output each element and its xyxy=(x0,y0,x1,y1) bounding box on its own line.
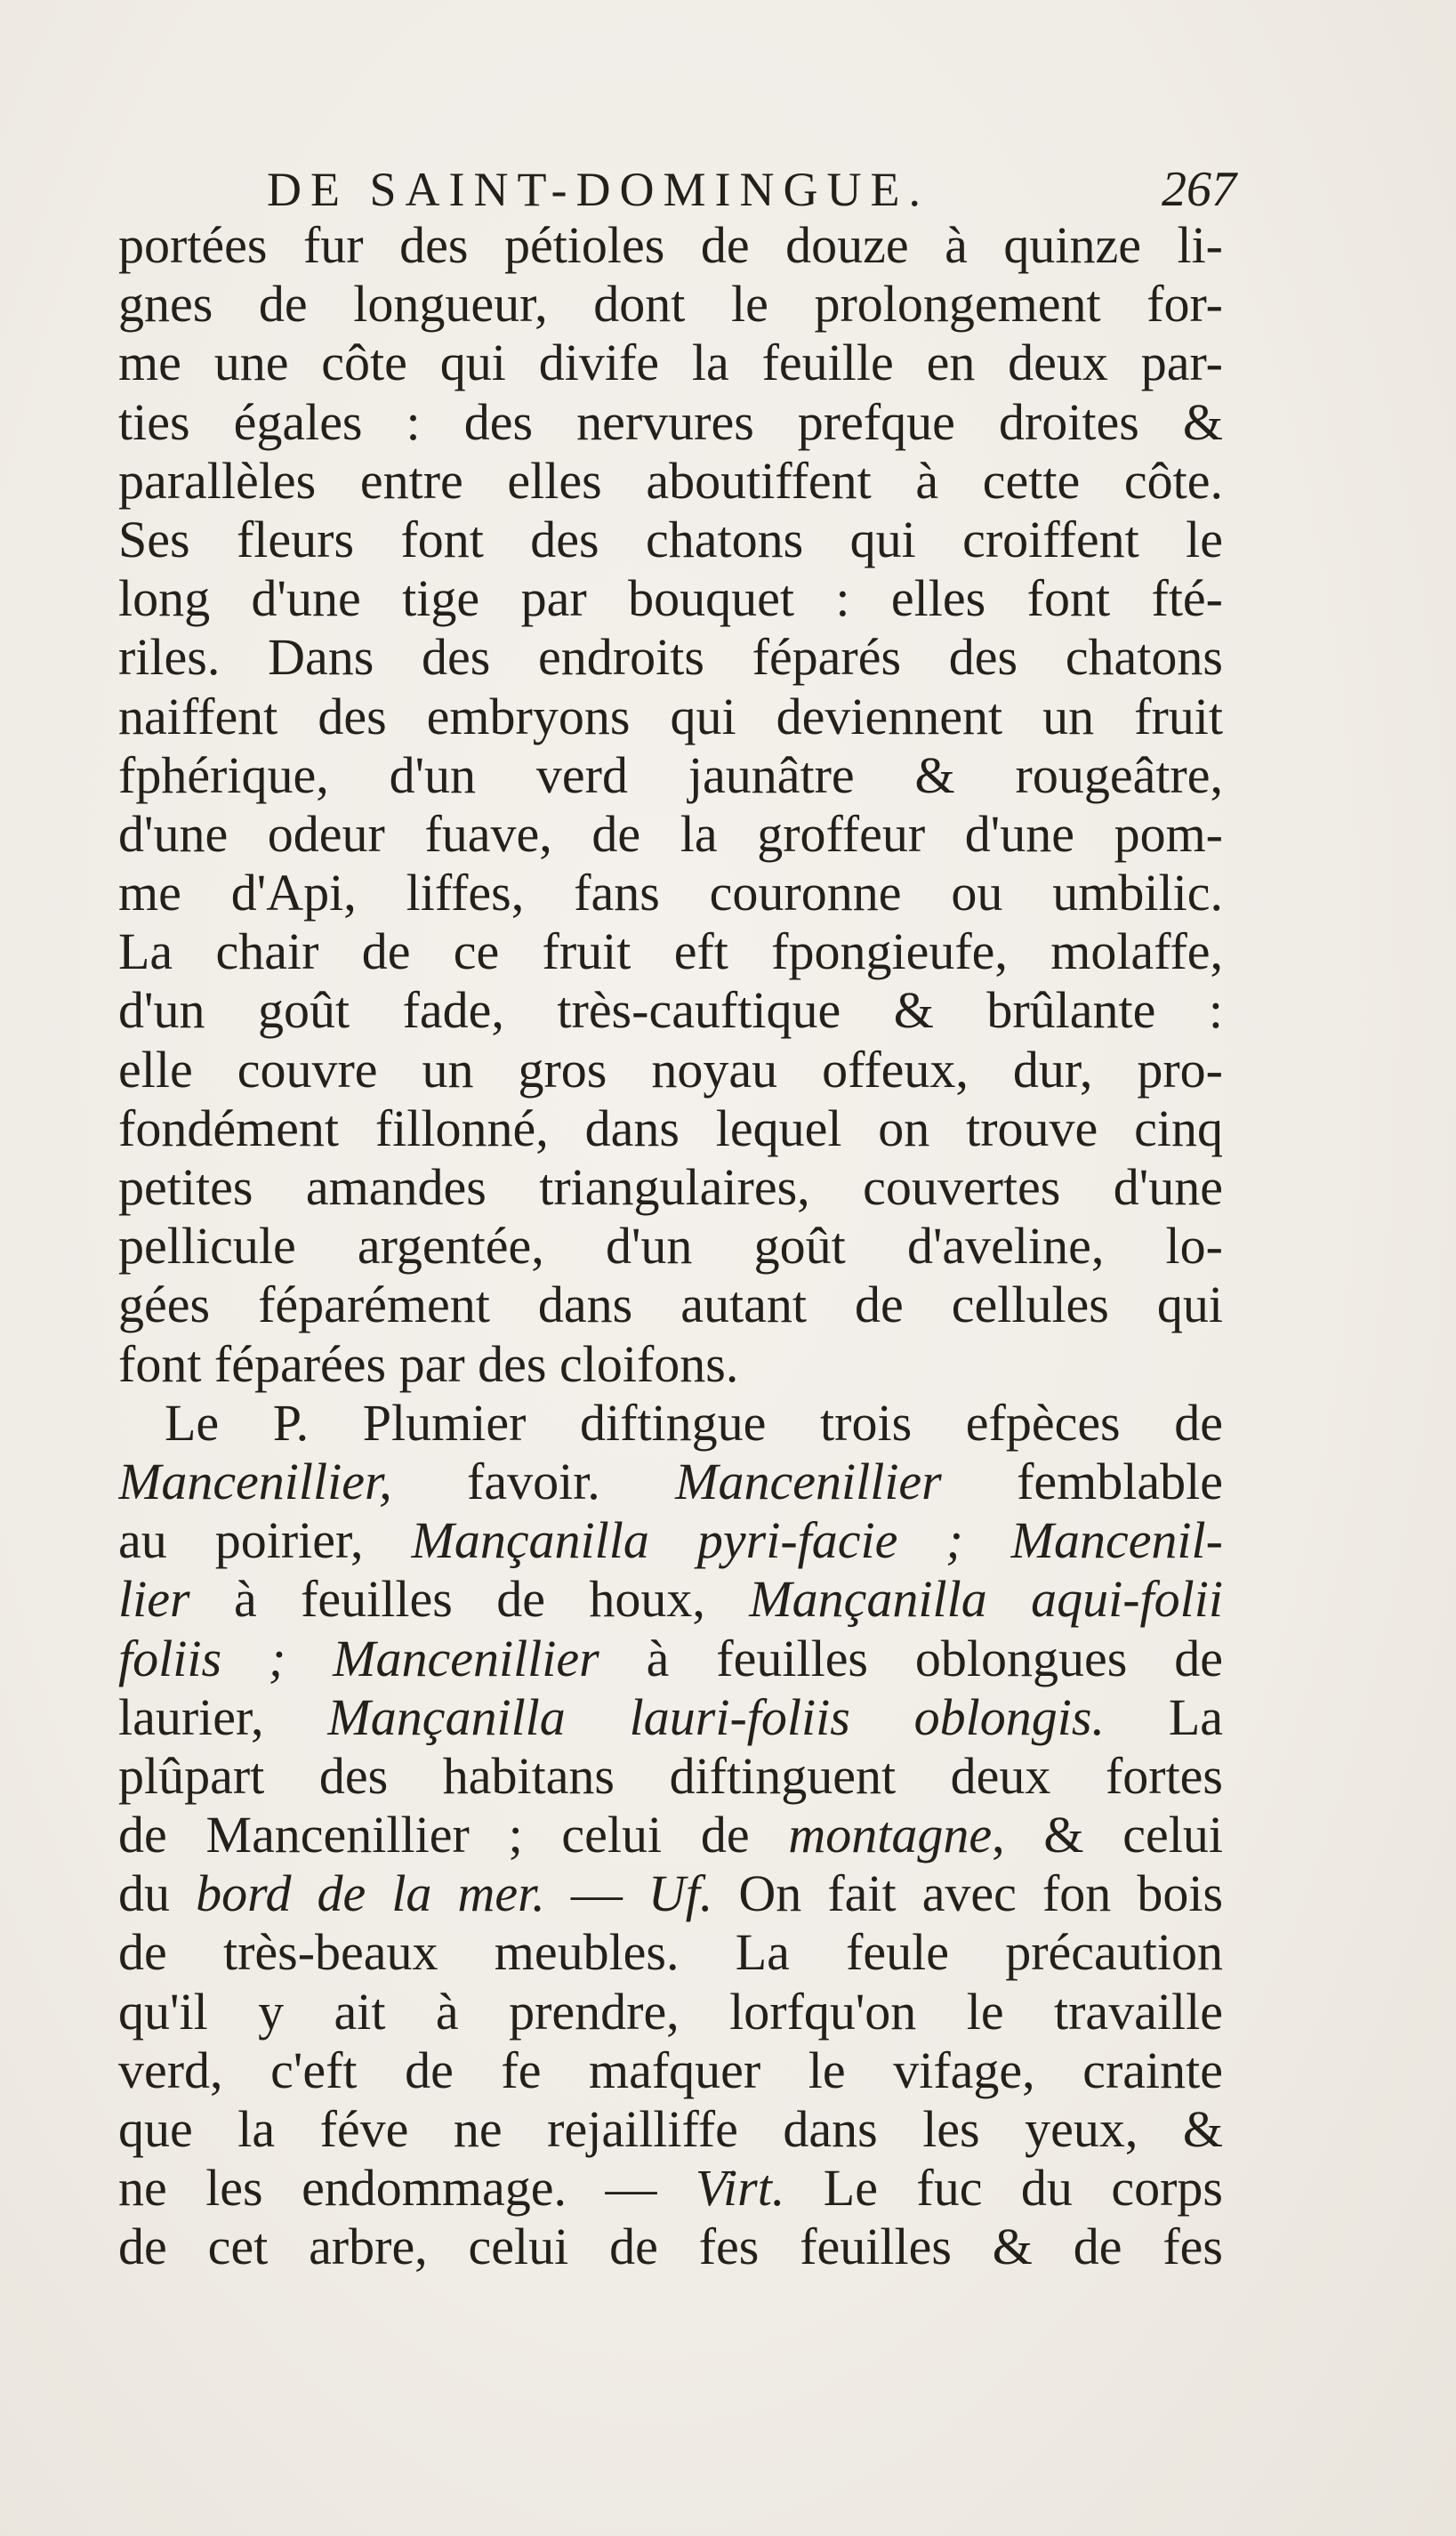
roman-text: femblable xyxy=(941,1452,1223,1510)
text-line xyxy=(118,2100,1223,2159)
text-line xyxy=(118,1453,1223,1511)
running-head: DE SAINT-DOMINGUE. xyxy=(267,163,929,216)
italic-text: Uf. xyxy=(648,1864,713,1923)
roman-text: On fait avec fon bois xyxy=(712,1864,1223,1923)
roman-text: Le fuc du corps xyxy=(784,2159,1223,2218)
text-line: ties égales : des nervures prefque droites & xyxy=(118,392,1223,451)
roman-text: ne les endommage. — xyxy=(118,2159,696,2218)
text-line xyxy=(118,2218,1223,2276)
italic-text: foliis ; Mancenillier xyxy=(118,1629,599,1687)
text-line xyxy=(118,1570,1223,1629)
text-line xyxy=(118,1923,1223,1982)
roman-text: du xyxy=(118,1864,197,1923)
roman-text: à feuilles de houx, xyxy=(189,1570,750,1629)
roman-text: , & celui xyxy=(992,1806,1223,1864)
text-line: naiffent des embryons qui deviennent un fruit xyxy=(118,687,1223,745)
text-line: d'un goût fade, très-cauftique & brûlante : xyxy=(118,981,1223,1040)
roman-text: de très-beaux meubles. La feule précaution xyxy=(118,1923,1223,1982)
italic-text: bord de la mer. xyxy=(196,1864,545,1923)
text-line: long d'une tige par bouquet : elles font fté- xyxy=(118,569,1223,628)
page-header xyxy=(267,158,1236,221)
roman-text: plûpart des habitans diftinguent deux fortes xyxy=(118,1746,1223,1805)
roman-text: à feuilles oblongues de xyxy=(599,1629,1223,1687)
roman-text: qu'il y ait à prendre, lorfqu'on le travaille xyxy=(118,1982,1223,2041)
text-line: La chair de ce fruit eft fpongieufe, molaffe, xyxy=(118,922,1223,981)
roman-text: favoir. xyxy=(391,1452,676,1510)
text-line xyxy=(118,1864,1223,1923)
text-line xyxy=(118,2159,1223,2218)
text-line: d'une odeur fuave, de la groffeur d'une pom- xyxy=(118,804,1223,863)
text-line xyxy=(118,1983,1223,2041)
text-line: parallèles entre elles aboutiffent à cette côte. xyxy=(118,451,1223,510)
text-line xyxy=(118,1806,1223,1864)
page-number: 267 xyxy=(1162,162,1236,217)
italic-text: Mançanilla lauri-foliis oblongis. xyxy=(327,1687,1105,1746)
text-line xyxy=(118,1747,1223,1806)
text-line xyxy=(118,2041,1223,2100)
roman-text: au poirier, xyxy=(118,1511,412,1570)
italic-text: lier xyxy=(118,1570,190,1629)
italic-text: Mancenillier xyxy=(675,1452,942,1510)
text-line: font féparées par des cloifons. xyxy=(118,1334,739,1393)
roman-text: verd, c'eft de fe mafquer le vifage, crainte xyxy=(118,2041,1223,2099)
text-line: me une côte qui divife la feuille en deux par- xyxy=(118,334,1223,392)
text-line xyxy=(118,1511,1223,1570)
text-line: petites amandes triangulaires, couvertes d'une xyxy=(118,1158,1223,1216)
italic-text: Mançanilla pyri-facie ; Mancenil- xyxy=(411,1511,1223,1570)
text-line: me d'Api, liffes, fans couronne ou umbilic. xyxy=(118,864,1223,922)
roman-text: laurier, xyxy=(118,1687,328,1746)
text-line: Ses fleurs font des chatons qui croiffent le xyxy=(118,510,1223,568)
text-line: portées fur des pétioles de douze à quinze li- xyxy=(118,216,1223,274)
roman-text: de cet arbre, celui de fes feuilles & de fes xyxy=(118,2218,1223,2276)
text-line: fphérique, d'un verd jaunâtre & rougeâtre, xyxy=(118,745,1223,804)
roman-text: La xyxy=(1104,1687,1223,1746)
text-line: elle couvre un gros noyau offeux, dur, pro- xyxy=(118,1040,1223,1099)
text-line: riles. Dans des endroits féparés des chatons xyxy=(118,628,1223,687)
italic-text: Mançanilla aqui-folii xyxy=(749,1570,1223,1629)
body-text xyxy=(118,216,1223,2277)
roman-text: — xyxy=(544,1864,648,1923)
roman-text: que la féve ne rejailliffe dans les yeux, & xyxy=(118,2100,1223,2158)
italic-text: Virt. xyxy=(695,2159,785,2218)
text-line: pellicule argentée, d'un goût d'aveline, lo- xyxy=(118,1217,1223,1276)
roman-text: de Mancenillier ; celui de xyxy=(118,1806,789,1864)
italic-text: montagne xyxy=(788,1806,993,1864)
text-line: fondément fillonné, dans lequel on trouve cinq xyxy=(118,1099,1223,1157)
text-line xyxy=(118,1688,1223,1747)
italic-text: Mancenillier, xyxy=(118,1452,392,1510)
text-line: gnes de longueur, dont le prolongement for- xyxy=(118,275,1223,334)
text-line: gées féparément dans autant de cellules qui xyxy=(118,1276,1223,1334)
text-line xyxy=(118,1394,1223,1453)
second-paragraph xyxy=(118,1394,1223,2277)
text-line xyxy=(118,1630,1223,1688)
roman-text: Le P. Plumier diftingue trois efpèces de xyxy=(165,1393,1223,1452)
